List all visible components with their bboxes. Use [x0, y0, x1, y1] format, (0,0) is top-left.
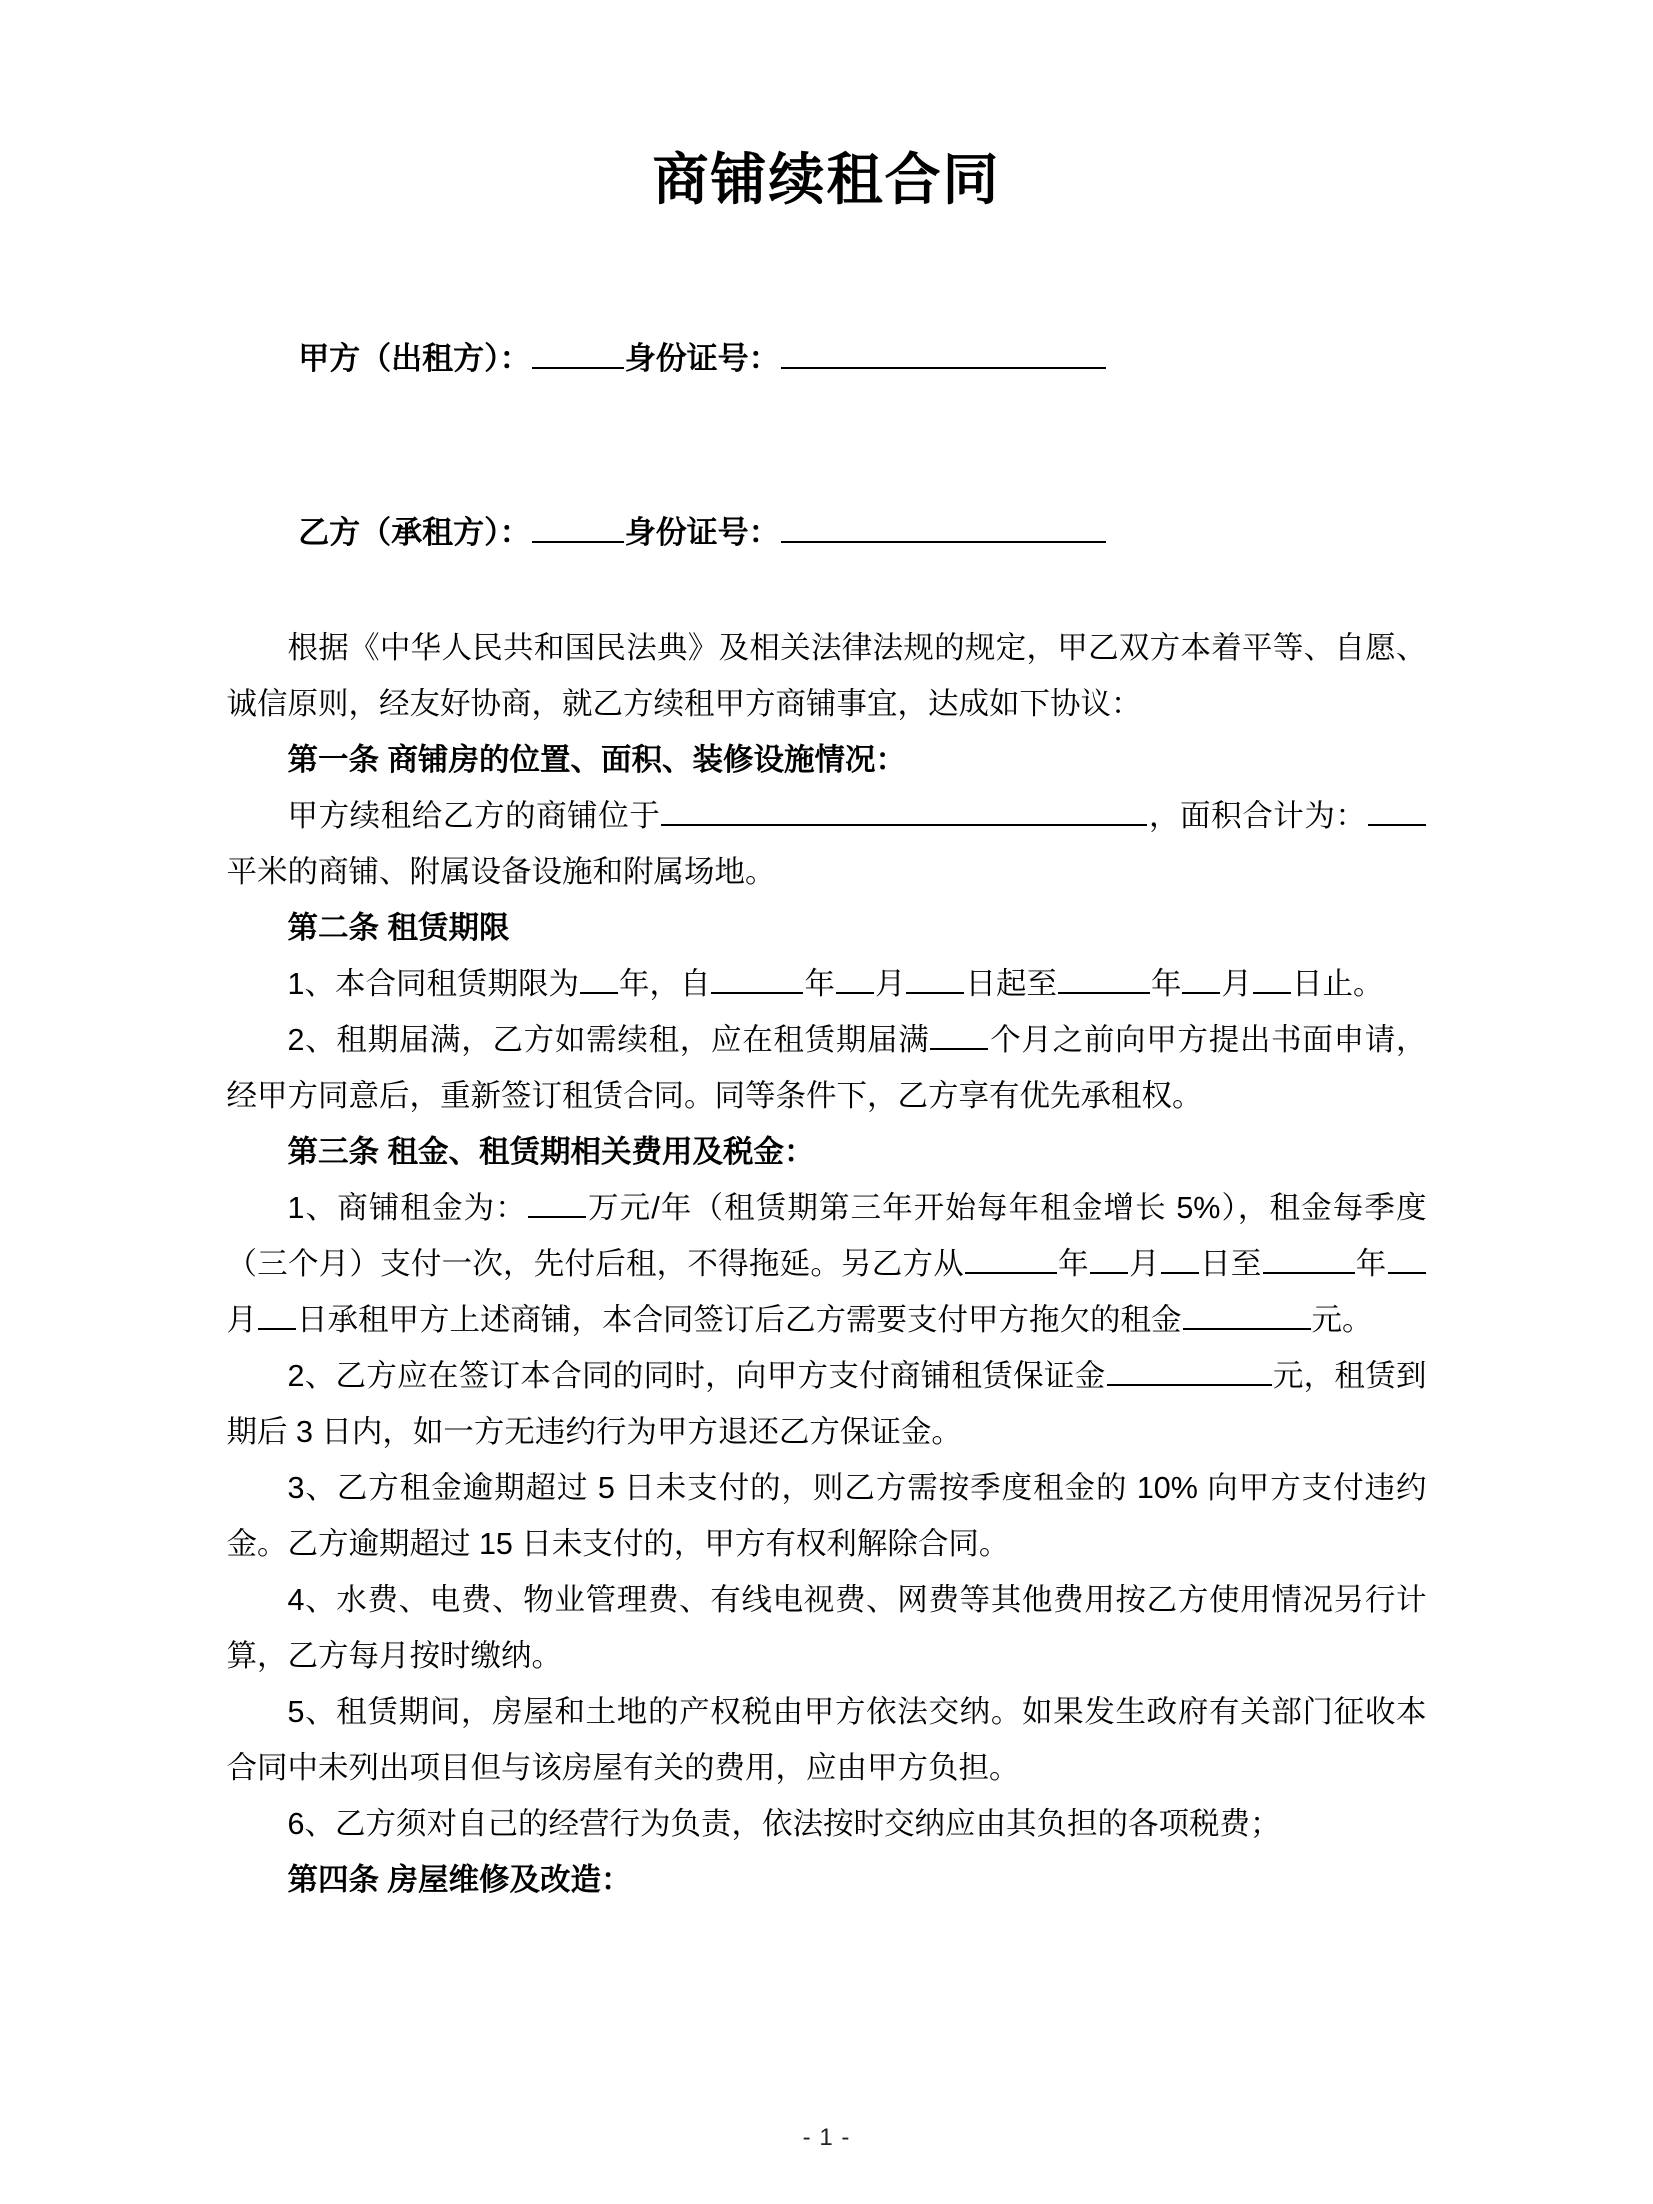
fill-in-blank[interactable]: [258, 1296, 296, 1330]
paragraph-text: 2、乙方应在签订本合同的同时，向甲方支付商铺租赁保证金: [287, 1359, 1106, 1394]
tenant-id-blank[interactable]: [781, 509, 1106, 544]
articles-container: [227, 732, 1427, 1908]
article-paragraph: [227, 1460, 1427, 1572]
preamble-paragraph: [227, 620, 1427, 732]
paragraph-text: 6、乙方须对自己的经营行为负责，依法按时交纳应由其负担的各项税费；: [287, 1807, 1281, 1842]
fill-in-blank[interactable]: [711, 960, 803, 994]
fill-in-blank[interactable]: [836, 960, 874, 994]
article-heading: 第二条 租赁期限: [287, 911, 510, 946]
preamble-line-2: 自愿、诚信原则，经友好协商，就乙方续租甲方商铺事宜，达成如下协议：: [226, 631, 1427, 722]
fill-in-blank[interactable]: [1183, 1296, 1311, 1330]
landlord-id-label: 身份证号：: [624, 341, 780, 377]
paragraph-text: 2、租期届满，乙方如需续租，应在租赁期届满: [287, 1023, 930, 1058]
article-paragraph: [227, 956, 1427, 1012]
article-paragraph: [227, 788, 1427, 900]
fill-in-blank[interactable]: [1368, 792, 1426, 826]
fill-in-blank[interactable]: [580, 960, 618, 994]
paragraph-text: 5、租赁期间，房屋和土地的产权税由甲方依法交纳。如果发生政府有关部门征收本合同中未列出项目但与该房屋有关的费用，应由甲方负担。: [226, 1695, 1427, 1786]
landlord-name-blank[interactable]: [532, 335, 624, 370]
paragraph-text: 月: [226, 1303, 257, 1338]
paragraph-text: 日至: [1199, 1247, 1262, 1282]
article-paragraph: [227, 1572, 1427, 1684]
fill-in-blank[interactable]: [1182, 960, 1220, 994]
fill-in-blank[interactable]: [930, 1016, 988, 1050]
landlord-label: 甲方（出租方）：: [298, 341, 531, 377]
fill-in-blank[interactable]: [661, 792, 1147, 826]
fill-in-blank[interactable]: [1161, 1240, 1199, 1274]
paragraph-text: 万元/年（租赁期第三年开始每年租金增长 5%），租金每季度（三个月）支付一次，先付后租，不得拖延。另乙方从: [226, 1191, 1427, 1282]
paragraph-text: 甲方续租给乙方的商铺位于: [287, 799, 661, 834]
paragraph-text: 年: [1150, 967, 1182, 1002]
landlord-id-blank[interactable]: [781, 335, 1106, 370]
article-heading: 第四条 房屋维修及改造：: [287, 1863, 632, 1898]
paragraph-text: 日起至: [965, 967, 1057, 1002]
preamble-line-1: 根据《中华人民共和国民法典》及相关法律法规的规定，甲乙双方本着平等、: [287, 631, 1335, 666]
paragraph-text: 3、乙方租金逾期超过 5 日未支付的，则乙方需按季度租金的 10% 向甲方支付违约金。乙方逾期超过 15 日未支付的，甲方有权利解除合同。: [226, 1471, 1427, 1562]
article-paragraph: [227, 1348, 1427, 1460]
article-paragraph: [227, 1180, 1427, 1348]
document-body: [227, 212, 1427, 1908]
paragraph-text: 个月之前向甲方提出书面申请，经甲方同意后，重新签订租赁合同。同等条件下，乙方享有优先承租权。: [226, 1023, 1427, 1114]
tenant-party-line: [227, 446, 1427, 620]
paragraph-text: 年，自: [618, 967, 711, 1002]
paragraph-text: ，面积合计为：: [1148, 799, 1367, 834]
paragraph-text: 年: [1355, 1247, 1387, 1282]
article-paragraph: [227, 1796, 1427, 1852]
tenant-id-label: 身份证号：: [624, 515, 780, 551]
paragraph-text: 月: [1128, 1247, 1160, 1282]
paragraph-text: 年: [1057, 1247, 1089, 1282]
article-paragraph: [227, 1684, 1427, 1796]
paragraph-text: 1、商铺租金为：: [287, 1191, 527, 1226]
fill-in-blank[interactable]: [528, 1184, 586, 1218]
fill-in-blank[interactable]: [965, 1240, 1057, 1274]
paragraph-text: 月: [874, 967, 906, 1002]
fill-in-blank[interactable]: [1090, 1240, 1128, 1274]
paragraph-text: 元，租赁到期后 3 日内，如一方无违约行为甲方退还乙方保证金。: [226, 1359, 1427, 1450]
paragraph-text: 元。: [1311, 1303, 1373, 1338]
page-title: 商铺续租合同: [652, 148, 1001, 211]
tenant-label: 乙方（承租方）：: [298, 515, 531, 551]
paragraph-text: 1、本合同租赁期限为: [287, 967, 579, 1002]
tenant-name-blank[interactable]: [532, 509, 624, 544]
paragraph-text: 年: [804, 967, 835, 1002]
paragraph-text: 平米的商铺、附属设备设施和附属场地。: [226, 855, 776, 890]
fill-in-blank[interactable]: [1388, 1240, 1426, 1274]
paragraph-text: 日承租甲方上述商铺，本合同签订后乙方需要支付甲方拖欠的租金: [297, 1303, 1182, 1338]
fill-in-blank[interactable]: [1253, 960, 1291, 994]
article-heading: 第三条 租金、租赁期相关费用及税金：: [287, 1135, 815, 1170]
fill-in-blank[interactable]: [906, 960, 964, 994]
article-heading: 第一条 商铺房的位置、面积、装修设施情况：: [287, 743, 906, 778]
paragraph-text: 4、水费、电费、物业管理费、有线电视费、网费等其他费用按乙方使用情况另行计算，乙方每月按时缴纳。: [226, 1583, 1427, 1674]
article-paragraph: [227, 1012, 1427, 1124]
paragraph-text: 月: [1221, 967, 1252, 1002]
fill-in-blank[interactable]: [1263, 1240, 1355, 1274]
landlord-party-line: [227, 272, 1427, 446]
fill-in-blank[interactable]: [1058, 960, 1150, 994]
page-number-footer: - 1 -: [802, 2124, 851, 2151]
fill-in-blank[interactable]: [1107, 1352, 1272, 1386]
paragraph-text: 日止。: [1291, 967, 1384, 1002]
